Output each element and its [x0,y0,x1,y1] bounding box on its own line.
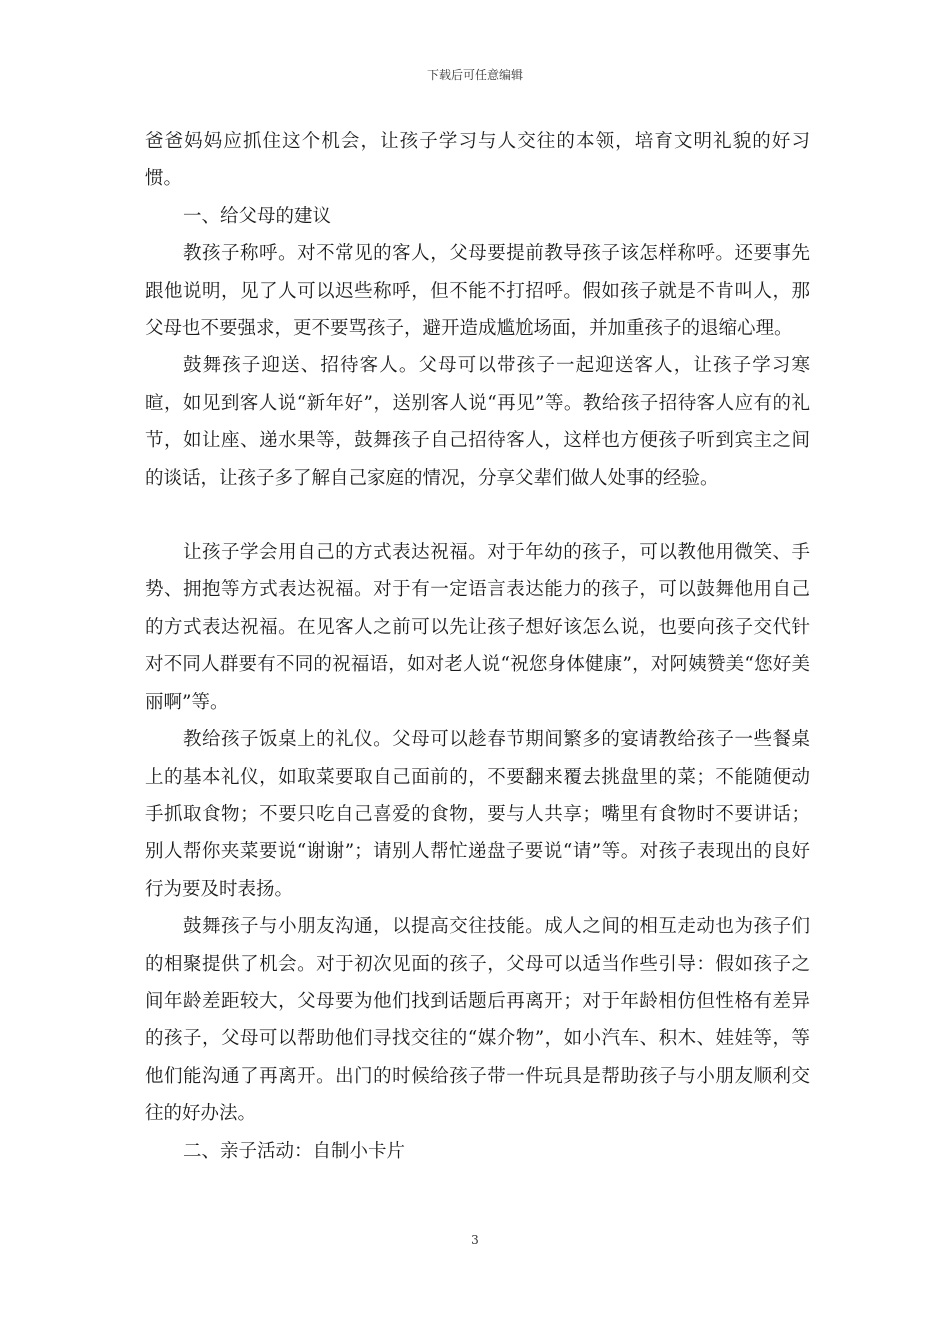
paragraph-table-manners: 教给孩子饭桌上的礼仪。父母可以趁春节期间繁多的宴请教给孩子一些餐桌上的基本礼仪，如取菜要取自己面前的，不要翻来覆去挑盘里的菜；不能随便动手抓取食物；不要只吃自己喜爱的食物，要与人共享；嘴里有食物时不要讲话；别人帮你夹菜要说“谢谢”；请别人帮忙递盘子要说“请”等。对孩子表现出的良好行为要及时表扬。 [145,729,810,900]
page-number: 3 [471,1233,479,1247]
page-header: 下载后可任意编辑 [426,68,523,82]
paragraph-greeting: 教孩子称呼。对不常见的客人，父母要提前教导孩子该怎样称呼。还要事先跟他说明，见了人可以迟些称呼，但不能不打招呼。假如孩子就是不肯叫人，那父母也不要强求，更不要骂孩子，避开造成尴尬场面，并加重孩子的退缩心理。 [145,243,810,340]
paragraph-welcome-guests: 鼓舞孩子迎送、招待客人。父母可以带孩子一起迎送客人，让孩子学习寒暄，如见到客人说“新年好”，送别客人说“再见”等。教给孩子招待客人应有的礼节，如让座、递水果等，鼓舞孩子自己招待客人，这样也方便孩子听到宾主之间的谈话，让孩子多了解自己家庭的情况，分享父辈们做人处事的经验。 [145,355,810,489]
document-body [145,123,810,1170]
section-heading-activity: 二、亲子活动：自制小卡片 [183,1140,406,1162]
paragraph-intro: 爸爸妈妈应抓住这个机会，让孩子学习与人交往的本领，培育文明礼貌的好习惯。 [145,131,810,190]
section-heading-advice: 一、给父母的建议 [183,205,332,227]
paragraph-peer-communication: 鼓舞孩子与小朋友沟通，以提高交往技能。成人之间的相互走动也为孩子们的相聚提供了机会。对于初次见面的孩子，父母可以适当作些引导：假如孩子之间年龄差距较大，父母要为他们找到话题后再离开；对于年龄相仿但性格有差异的孩子，父母可以帮助他们寻找交往的“媒介物”，如小汽车、积木、娃娃等，等他们能沟通了再离开。出门的时候给孩子带一件玩具是帮助孩子与小朋友顺利交往的好办法。 [145,916,810,1125]
paragraph-blessings: 让孩子学会用自己的方式表达祝福。对于年幼的孩子，可以教他用微笑、手势、拥抱等方式表达祝福。对于有一定语言表达能力的孩子，可以鼓舞他用自己的方式表达祝福。在见客人之前可以先让孩子想好该怎么说，也要向孩子交代针对不同人群要有不同的祝福语，如对老人说“祝您身体健康”，对阿姨赞美“您好美丽啊”等。 [145,542,810,713]
